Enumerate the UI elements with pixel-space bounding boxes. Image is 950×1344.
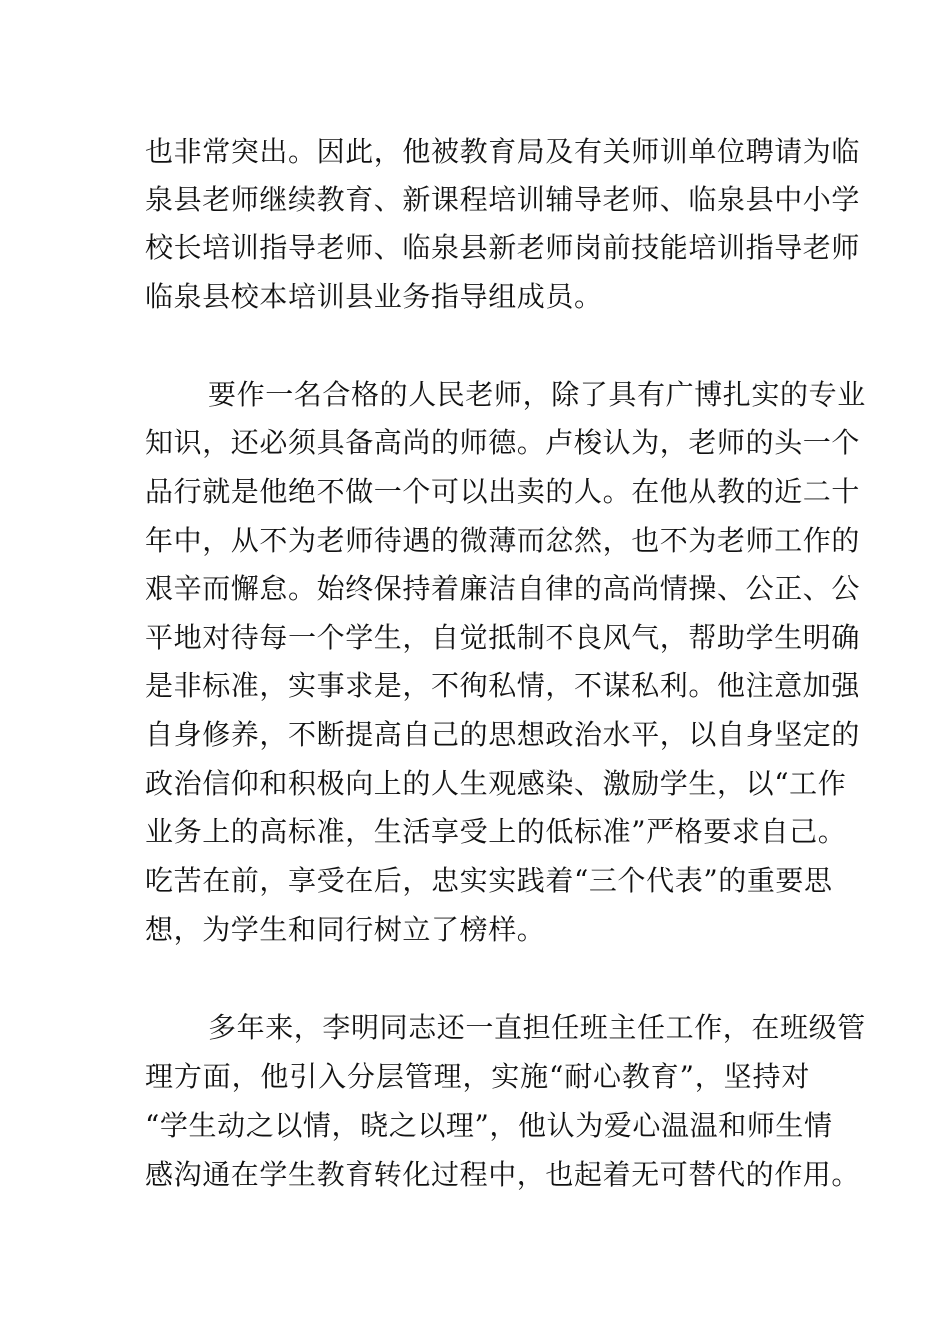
paragraph-2-line-10: 业务上的高标准，生活享受上的低标准”严格要求自己。 [145,815,847,848]
paragraph-1-line-3: 校长培训指导老师、临泉县新老师岗前技能培训指导老师 [145,231,861,264]
paragraph-2-line-7: 是非标准，实事求是，不徇私情，不谋私利。他注意加强 [145,669,861,702]
paragraph-2-line-1: 要作一名合格的人民老师，除了具有广博扎实的专业 [208,378,866,411]
paragraph-2-line-4: 年中，从不为老师待遇的微薄而忿然，也不为老师工作的 [145,524,861,557]
paragraph-1-line-1: 也非常突出。因此，他被教育局及有关师训单位聘请为临 [145,135,861,168]
paragraph-2-line-11: 吃苦在前，享受在后，忠实实践着“三个代表”的重要思 [145,864,833,897]
paragraph-3-line-1: 多年来，李明同志还一直担任班主任工作，在班级管 [208,1011,866,1044]
paragraph-1-line-4: 临泉县校本培训县业务指导组成员。 [145,280,603,313]
paragraph-3-line-4: 感沟通在学生教育转化过程中，也起着无可替代的作用。 [145,1158,861,1191]
paragraph-2-line-8: 自身修养，不断提高自己的思想政治水平，以自身坚定的 [145,718,861,751]
paragraph-2-line-3: 品行就是他绝不做一个可以出卖的人。在他从教的近二十 [145,475,861,508]
paragraph-2-line-9: 政治信仰和积极向上的人生观感染、激励学生，以“工作 [145,767,847,800]
paragraph-2-line-5: 艰辛而懈怠。始终保持着廉洁自律的高尚情操、公正、公 [145,572,861,605]
paragraph-1-line-2: 泉县老师继续教育、新课程培训辅导老师、临泉县中小学 [145,183,861,216]
paragraph-2-line-2: 知识，还必须具备高尚的师德。卢梭认为，老师的头一个 [145,426,861,459]
paragraph-2-line-12: 想，为学生和同行树立了榜样。 [145,913,546,946]
paragraph-3-line-2: 理方面，他引入分层管理，实施“耐心教育”，坚持对 [145,1060,810,1093]
paragraph-2-line-6: 平地对待每一个学生，自觉抵制不良风气，帮助学生明确 [145,621,861,654]
paragraph-3-line-3: “学生动之以情，晓之以理”，他认为爱心温温和师生情 [145,1109,833,1142]
